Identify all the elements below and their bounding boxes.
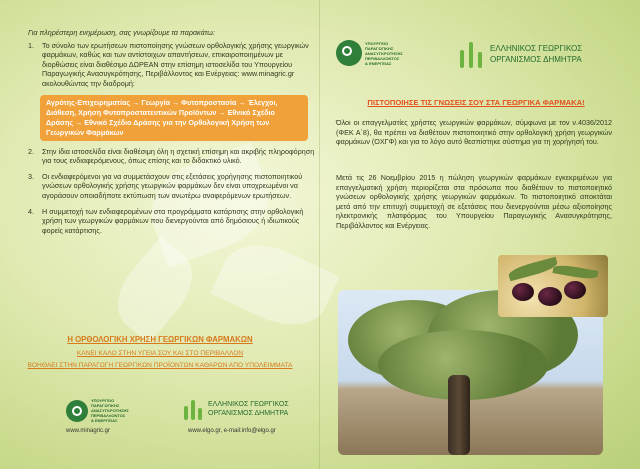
olives-photo: [498, 255, 608, 317]
item-text: Το σύνολο των ερωτήσεων πιστοποίησης γνώσεων ορθολογικής χρήσης γεωργικών φαρμάκων, καθώς και των αντίστοιχων απαντήσεων, επικαιροποιημένων με διορθώσεις είναι διαθέσιμο ΔΩΡΕΑΝ στην επίσημη ιστοσελίδα του Υπουργείου Παραγωγικής Ανασυγκρότησης, Περιβάλλοντος και Ενέργειας: www.minagric.gr ακολουθώντας την διαδρομή:: [42, 40, 309, 88]
elgo-logo-text: ΕΛΛΗΝΙΚΟΣ ΓΕΩΡΓΙΚΟΣ ΟΡΓΑΝΙΣΜΟΣ ΔΗΜΗΤΡΑ: [208, 401, 289, 417]
item-number: 2.: [28, 146, 34, 156]
footer-link-minagric[interactable]: www.minagric.gr: [66, 428, 111, 434]
item-text: Οι ενδιαφερόμενοι για να συμμετάσχουν στις εξετάσεις χορήγησης πιστοποιητικού γνώσεων ορθολογικής χρήσης γεωργικών φαρμάκων δεν είναι υποχρεωμένοι να αγοράσουν οποιαδήποτε εκτύπωση των ανωτέρω αναφερόμενων ερωτήσεων.: [42, 171, 303, 200]
paragraph: Όλοι οι επαγγελματίες χρήστες γεωργικών φαρμάκων, σύμφωνα με τον ν.4036/2012 (ΦΕΚ Α΄8), θα πρέπει να διαθέτουν πιστοποιητικό στην ορθολογική χρήση γεωργικών φαρμάκων (ΟΧΓΦ) και για το λόγο αυτό θεσπίστηκε σύστημα για τη χορήγησή του.: [336, 118, 612, 147]
wheat-icon: [182, 398, 204, 420]
ministry-emblem-icon: [66, 400, 88, 422]
slogans: [20, 335, 300, 374]
ministry-emblem-icon: [336, 40, 362, 66]
page-title: ΠΙΣΤΟΠΟΙΗΣΕ ΤΙΣ ΓΝΩΣΕΙΣ ΣΟΥ ΣΤΑ ΓΕΩΡΓΙΚΑ ΦΑΡΜΑΚΑ!: [367, 98, 585, 107]
footer-contact[interactable]: www.elgo.gr, e-mail:info@elgo.gr: [188, 428, 276, 434]
paragraph: Μετά τις 26 Νοεμβρίου 2015 η πώληση γεωργικών φαρμάκων εγκεκριμένων για επαγγελματική χρήση περιορίζεται στα πρόσωπα που διαθέτουν το πιστοποιητικό γνώσεων ορθολογικής χρήσης γεωργικών φαρμάκων. Το πιστοποιητικό αποκτάται μετά από την επιτυχή συμμετοχή σε εξετάσεις που διενεργούνται μέσω αξιοποίησης ηλεκτρονικής πλατφόρμας του Υπουργείου Παραγωγικής Ανασυγκρότησης, Περιβάλλοντος και Ενέργειας.: [336, 173, 612, 230]
elgo-logo: [182, 398, 289, 420]
list-item: [28, 207, 318, 236]
panel-divider: [319, 0, 320, 469]
navigation-path-box: Αγρότης-Επιχειρηματίας → Γεωργία → Φυτοπροστασία → Έλεγχοι, Διάθεση, Χρήση Φυτοπροστατευτικών Προϊόντων → Εθνικό Σχέδιο Δράσης → Εθνικό Σχέδιο Δράσης για την Ορθολογική Χρήση των Γεωργικών Φαρμάκων: [40, 95, 308, 141]
slogan-main: Η ΟΡΘΟΛΟΓΙΚΗ ΧΡΗΣΗ ΓΕΩΡΓΙΚΩΝ ΦΑΡΜΑΚΩΝ: [67, 335, 253, 344]
intro-text: Για πληρέστερη ενημέρωση, σας γνωρίζουμε τα παρακάτω:: [28, 28, 215, 37]
item-number: 3.: [28, 171, 34, 181]
elgo-logo: [458, 40, 582, 68]
list-item: [28, 41, 318, 89]
slogan: ΚΑΝΕΙ ΚΑΛΟ ΣΤΗΝ ΥΓΕΙΑ ΣΟΥ ΚΑΙ ΣΤΟ ΠΕΡΙΒΑΛΛΟΝ: [76, 350, 244, 357]
decorative-leaf: [210, 230, 339, 340]
list-item: [28, 147, 318, 166]
ministry-logo: [66, 398, 129, 423]
item-text: Η συμμετοχή των ενδιαφερομένων στα προγράμματα κατάρτισης στην ορθολογική χρήση των γεωργικών φαρμάκων που διενεργούνται από δημόσιους ή ιδιωτικούς φορείς κατάρτισης.: [42, 206, 304, 235]
wheat-icon: [458, 40, 486, 68]
left-panel: [28, 28, 318, 241]
list-item: [28, 172, 318, 201]
ministry-logo-text: ΥΠΟΥΡΓΕΙΟ ΠΑΡΑΓΩΓΙΚΗΣ ΑΝΑΣΥΓΚΡΟΤΗΣΗΣ ΠΕΡΙΒΑΛΛΟΝΤΟΣ & ΕΝΕΡΓΕΙΑΣ: [365, 40, 403, 66]
item-text: Στην ίδια ιστοσελίδα είναι διαθέσιμη όλη η σχετική επίσημη και ακριβής πληροφόρηση για τους ενδιαφερόμενους, όπως επίσης και το διδακτικό υλικό.: [42, 146, 315, 166]
elgo-logo-text: ΕΛΛΗΝΙΚΟΣ ΓΕΩΡΓΙΚΟΣ ΟΡΓΑΝΙΣΜΟΣ ΔΗΜΗΤΡΑ: [490, 44, 583, 64]
item-number: 1.: [28, 40, 34, 50]
slogan: ΒΟΗΘΑΕΙ ΣΤΗΝ ΠΑΡΑΓΩΓΗ ΓΕΩΡΓΙΚΩΝ ΠΡΟΪΟΝΤΩΝ ΚΑΘΑΡΩΝ ΑΠΟ ΥΠΟΛΕΙΜΜΑΤΑ: [27, 362, 293, 369]
ministry-logo-text: ΥΠΟΥΡΓΕΙΟ ΠΑΡΑΓΩΓΙΚΗΣ ΑΝΑΣΥΓΚΡΟΤΗΣΗΣ ΠΕΡΙΒΑΛΛΟΝΤΟΣ & ΕΝΕΡΓΕΙΑΣ: [91, 398, 129, 423]
item-number: 4.: [28, 206, 34, 216]
ministry-logo: [336, 40, 403, 66]
